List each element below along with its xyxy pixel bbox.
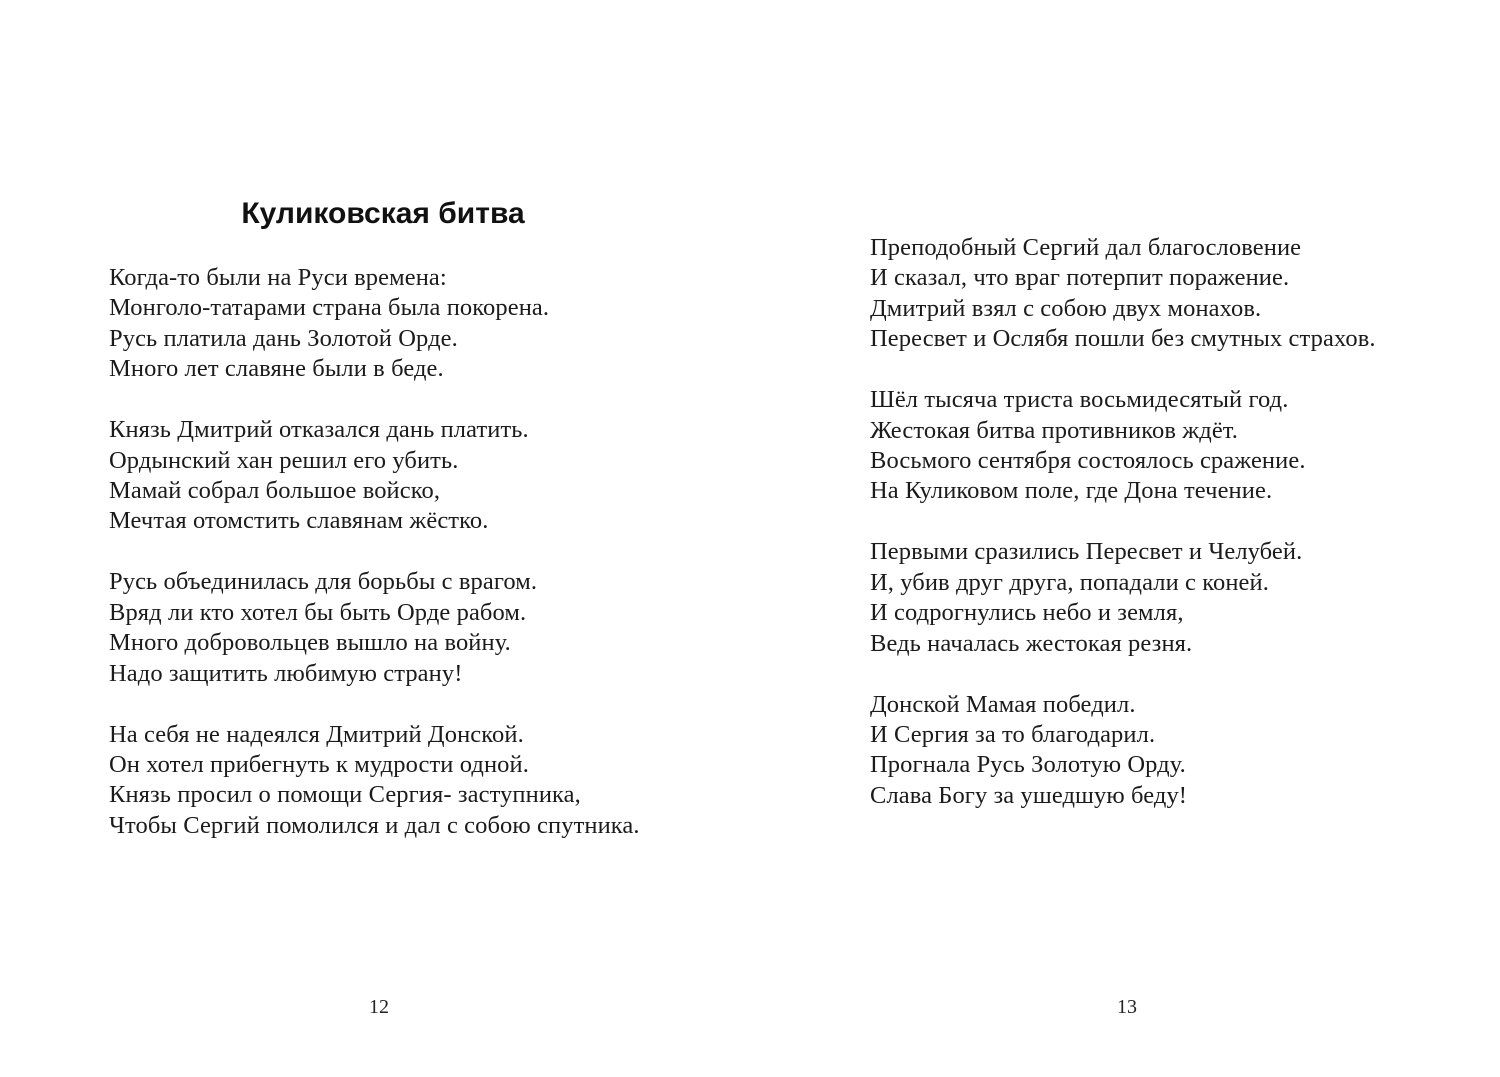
stanza [109,415,640,537]
right-poem-body [870,233,1376,842]
poem-line: Жестокая битва противников ждёт. [870,416,1238,444]
page-number: 13 [1117,996,1137,1018]
poem-line: Пересвет и Ослябя пошли без смутных страхов. [870,325,1376,353]
poem-line: Ордынский хан решил его убить. [109,446,459,474]
poem-line: Восьмого сентября состоялось сражение. [870,447,1306,475]
poem-line: Прогнала Русь Золотую Орду. [870,751,1186,779]
stanza [870,537,1376,659]
poem-line: Князь просил о помощи Сергия- заступника, [109,781,581,809]
poem-title: Куликовская битва [241,197,525,230]
poem-line: Много лет славяне были в беде. [109,355,444,383]
poem-line: На себя не надеялся Дмитрий Донской. [109,720,524,748]
stanza [109,567,640,689]
poem-line: На Куликовом поле, где Дона течение. [870,477,1273,505]
poem-line: Дмитрий взял с собою двух монахов. [870,294,1262,322]
page-number: 12 [369,996,389,1018]
poem-line: Преподобный Сергий дал благословение [870,234,1302,261]
stanza [109,720,640,842]
poem-line: Вряд ли кто хотел бы быть Орде рабом. [109,598,527,626]
poem-line: Шёл тысяча триста восьмидесятый год. [870,386,1289,414]
poem-line: Чтобы Сергий помолился и дал с собою спутника. [109,811,640,839]
poem-line: Много добровольцев вышло на войну. [109,629,511,657]
poem-line: Слава Богу за ушедшую беду! [870,781,1188,809]
poem-line: И Сергия за то благодарил. [870,721,1156,749]
poem-line: Мамай собрал большое войско, [109,477,441,505]
left-poem-body [109,263,640,872]
stanza [870,690,1376,812]
poem-line: Мечтая отомстить славянам жёстко. [109,507,489,535]
poem-line: Ведь началась жестокая резня. [870,629,1193,657]
poem-line: И сказал, что враг потерпит поражение. [870,264,1290,292]
poem-line: Донской Мамая победил. [870,690,1136,718]
poem-line: Русь объединилась для борьбы с врагом. [109,568,538,596]
stanza [870,233,1376,355]
poem-line: И, убив друг друга, попадали с коней. [870,568,1269,596]
stanza [870,385,1376,507]
poem-line: Князь Дмитрий отказался дань платить. [109,416,529,444]
right-page [750,0,1500,1077]
poem-line: Он хотел прибегнуть к мудрости одной. [109,751,529,779]
poem-line: Первыми сразились Пересвет и Челубей. [870,538,1303,566]
stanza [109,263,640,385]
poem-line: И содрогнулись небо и земля, [870,599,1184,627]
poem-line: Когда-то были на Руси времена: [109,264,447,291]
poem-line: Русь платила дань Золотой Орде. [109,324,458,352]
poem-line: Надо защитить любимую страну! [109,659,463,687]
poem-line: Монголо-татарами страна была покорена. [109,294,550,322]
